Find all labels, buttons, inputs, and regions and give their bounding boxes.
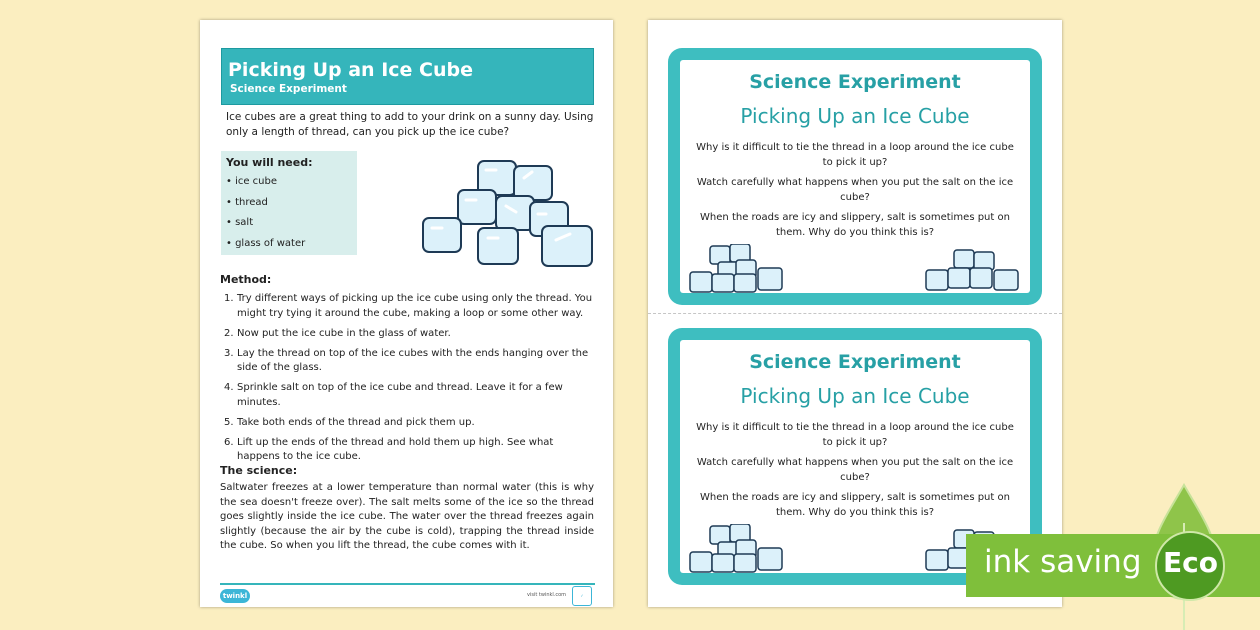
step-number: 5. xyxy=(224,416,234,428)
worksheet-page xyxy=(200,20,613,607)
card-question: Why is it difficult to tie the thread in a loop around the ice cube to pick it up? xyxy=(696,422,1014,448)
step-number: 1. xyxy=(224,293,234,304)
needs-item: • glass of water xyxy=(226,237,306,249)
worksheet-title: Picking Up an Ice Cube xyxy=(228,59,473,81)
step-text: Sprinkle salt on top of the ice cube and thread. Leave it for a few minutes. xyxy=(237,382,563,408)
card-title: Picking Up an Ice Cube xyxy=(740,384,970,408)
step-number: 4. xyxy=(224,382,234,393)
method-step xyxy=(220,347,598,376)
card-question: Watch carefully what happens when you put the salt on the ice cube? xyxy=(696,177,1014,203)
ice-cubes-icon xyxy=(688,524,786,574)
step-text: Take both ends of the thread and pick them up. xyxy=(237,416,475,428)
ice-cubes-icon xyxy=(688,244,786,294)
ink-saving-eco-badge xyxy=(966,534,1260,597)
card-heading: Science Experiment xyxy=(749,71,961,93)
card-question: Watch carefully what happens when you put the salt on the ice cube? xyxy=(696,457,1014,483)
twinkl-logo: twinkl xyxy=(220,589,250,603)
needs-item: • salt xyxy=(226,217,254,228)
ink-saving-label: ink saving xyxy=(984,544,1142,580)
step-number: 2. xyxy=(224,327,234,339)
quality-badge-icon: ✓ xyxy=(572,586,592,606)
method-step xyxy=(220,292,598,321)
card-heading: Science Experiment xyxy=(749,351,961,373)
card-question: When the roads are icy and slippery, salt is sometimes put on them. Why do you think this is? xyxy=(700,212,1010,238)
method-list xyxy=(220,292,598,470)
ice-cubes-illustration xyxy=(420,156,600,271)
method-step xyxy=(220,327,598,342)
worksheet-title-bar xyxy=(221,48,594,105)
footer-divider xyxy=(220,583,595,585)
worksheet-subtitle: Science Experiment xyxy=(230,83,347,95)
card-question: Why is it difficult to tie the thread in a loop around the ice cube to pick it up? xyxy=(696,142,1014,168)
needs-item: • ice cube xyxy=(226,176,278,187)
card-question: When the roads are icy and slippery, salt is sometimes put on them. Why do you think this is? xyxy=(700,492,1010,518)
ice-cubes-icon xyxy=(924,248,1022,294)
footer-url: visit twinkl.com xyxy=(527,592,567,598)
eco-label: Eco xyxy=(1163,546,1218,579)
science-heading: The science: xyxy=(220,464,298,477)
step-text: Now put the ice cube in the glass of water. xyxy=(237,327,451,339)
step-text: Try different ways of picking up the ice cube using only the thread. You might try tying it around the cube, making a loop or some other way. xyxy=(237,293,593,319)
method-step xyxy=(220,436,598,465)
step-text: Lay the thread on top of the ice cubes with the ends hanging over the side of the glass. xyxy=(237,347,589,373)
method-step xyxy=(220,416,598,431)
science-text: Saltwater freezes at a lower temperature than normal water (this is why the sea doesn't freeze over). The salt melts some of the ice so the thread goes slightly inside the ice cube. The water over the thread freezes again slightly (because the air by the cube is cold), trapping the thread inside the cube. So when you lift the thread, the cube comes with it. xyxy=(220,482,594,551)
worksheet-intro: Ice cubes are a great thing to add to your drink on a sunny day. Using only a length of thread, can you pick up the ice cube? xyxy=(226,111,594,138)
method-heading: Method: xyxy=(220,273,272,286)
cards-page xyxy=(648,20,1062,607)
step-number: 6. xyxy=(224,436,234,448)
experiment-card-body xyxy=(680,60,1030,293)
method-step xyxy=(220,381,598,410)
step-text: Lift up the ends of the thread and hold them up high. See what happens to the ice cube. xyxy=(237,436,554,462)
you-will-need-box xyxy=(221,151,357,255)
card-title: Picking Up an Ice Cube xyxy=(740,104,970,128)
needs-item: • thread xyxy=(226,196,268,208)
cut-line xyxy=(648,313,1062,314)
you-will-need-heading: You will need: xyxy=(226,156,313,169)
step-number: 3. xyxy=(224,347,234,359)
experiment-card xyxy=(668,48,1042,305)
